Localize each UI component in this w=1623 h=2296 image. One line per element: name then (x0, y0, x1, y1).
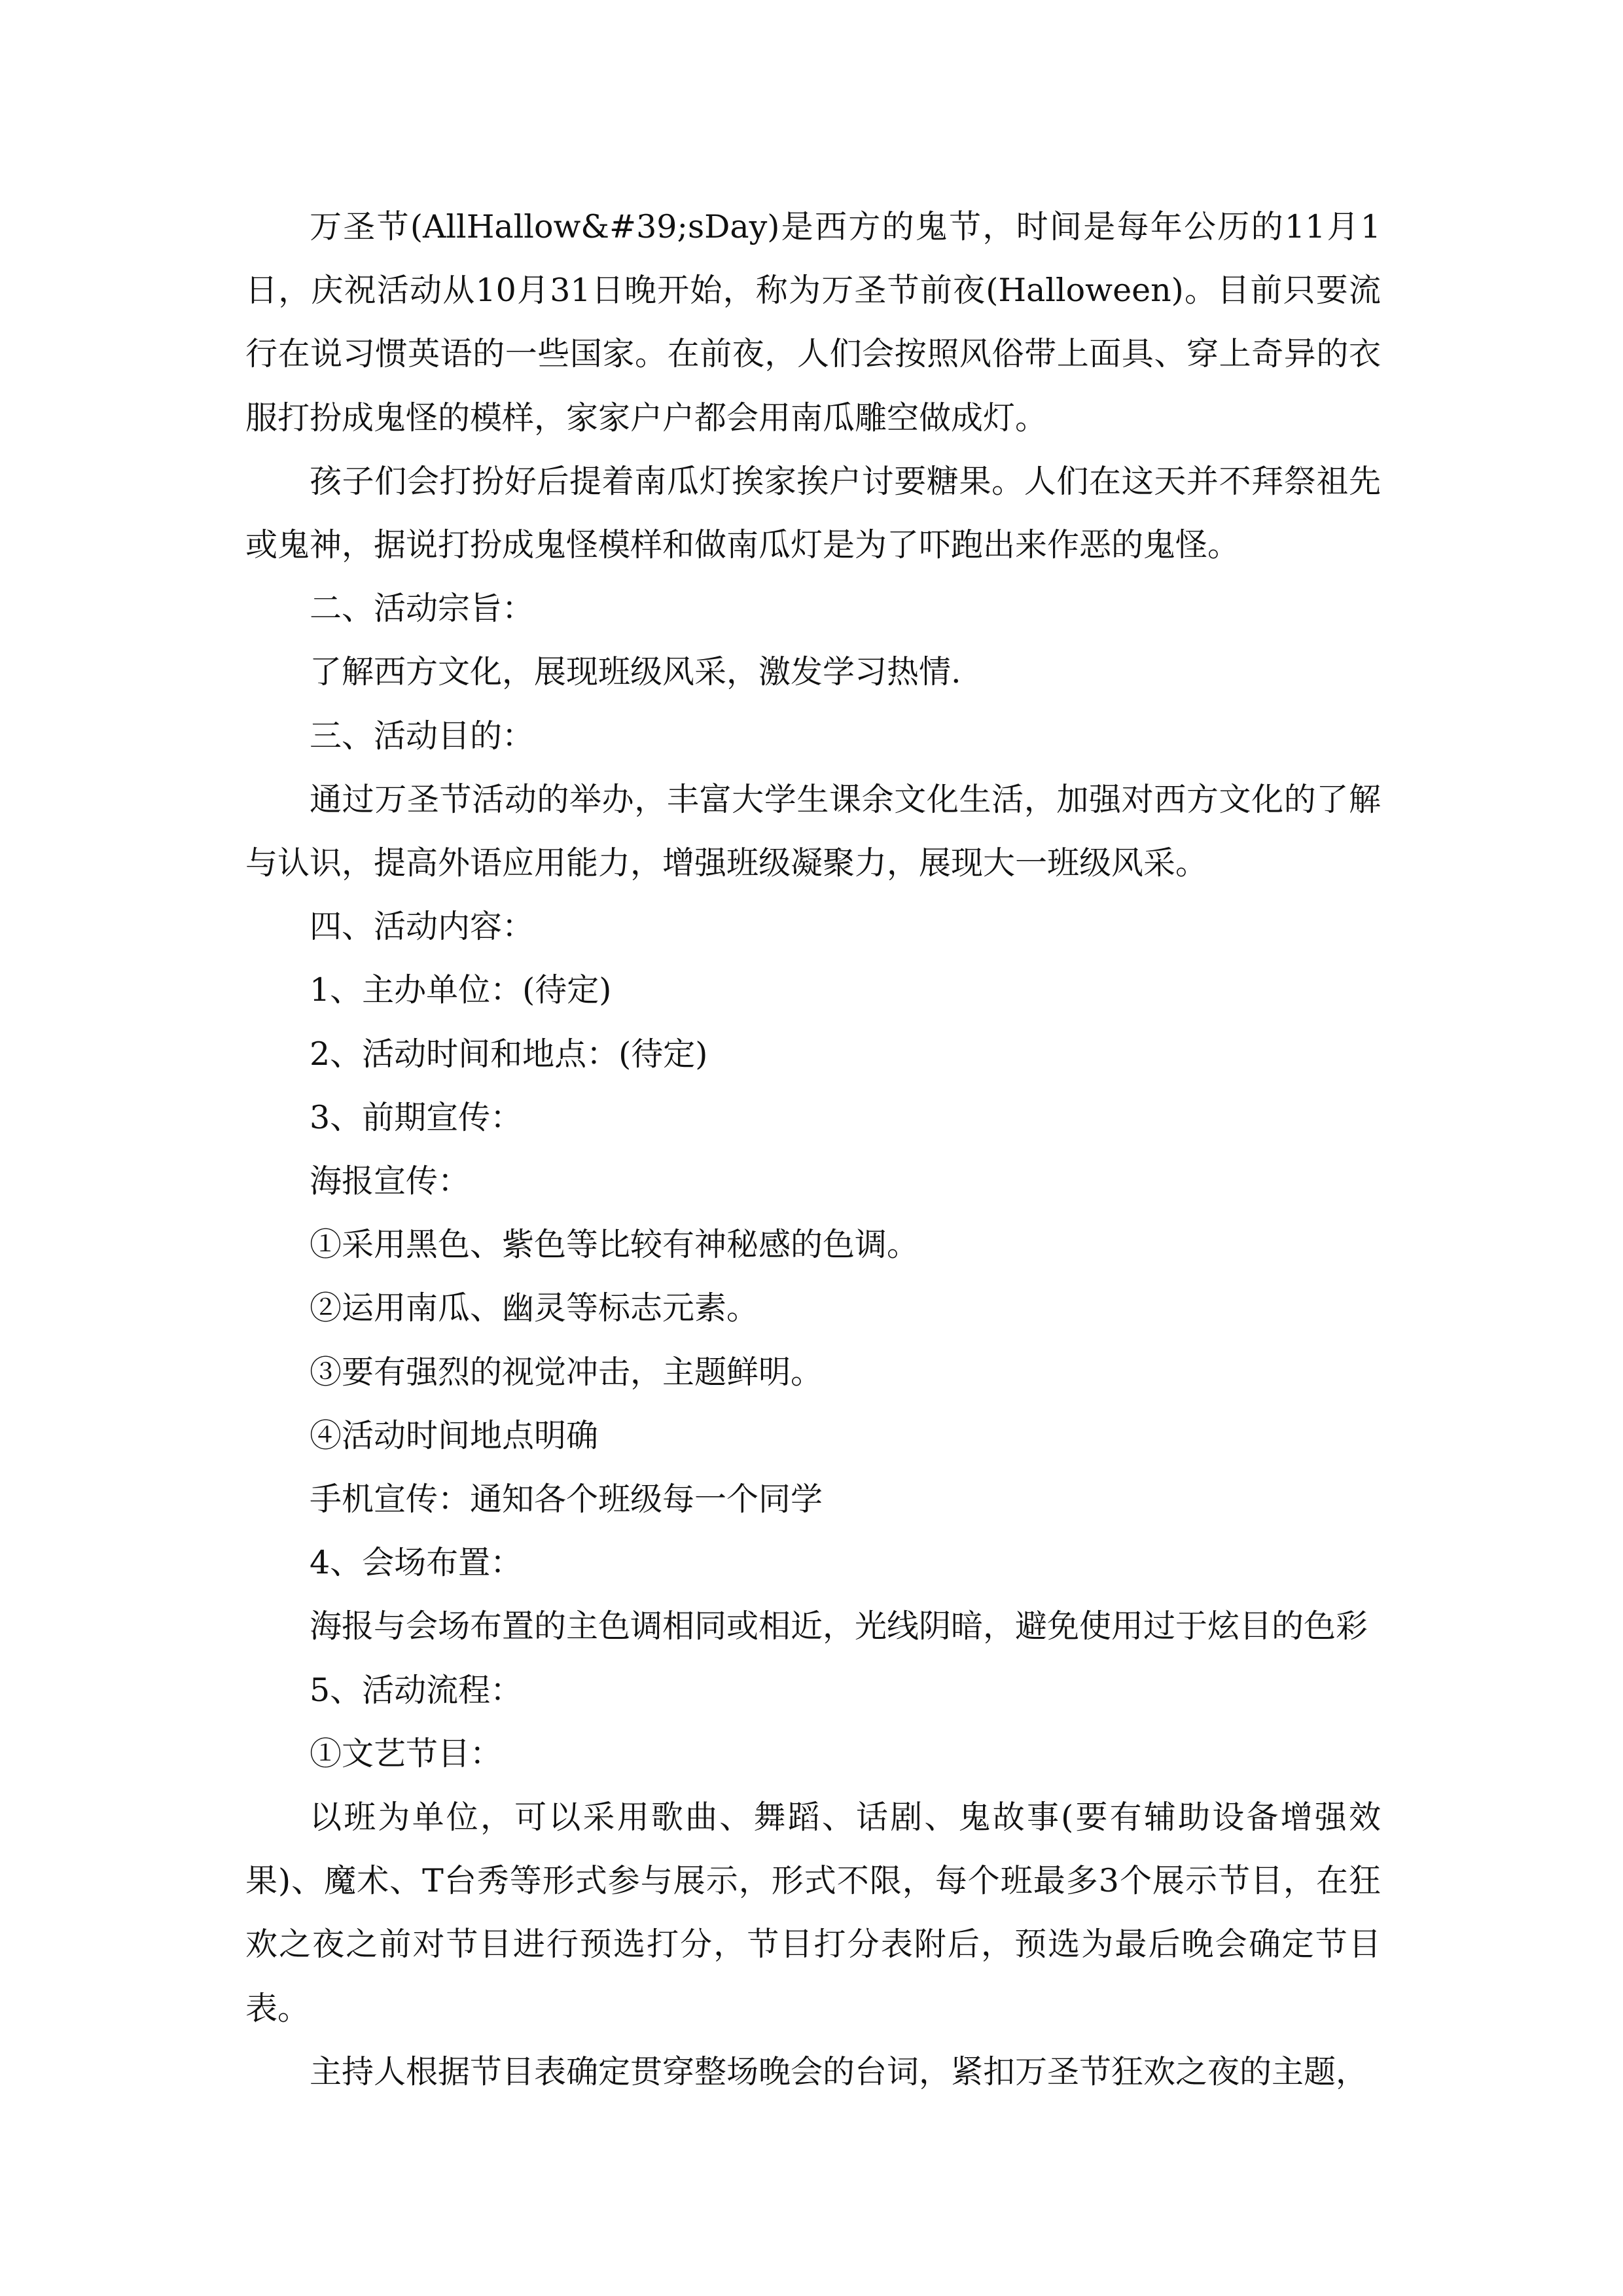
poster-item-3: ③要有强烈的视觉冲击，主题鲜明。 (310, 1353, 823, 1391)
list-item-time-place: 2、活动时间和地点：(待定) (310, 1035, 708, 1073)
list-item-venue: 4、会场布置： (310, 1544, 523, 1582)
poster-item-2: ②运用南瓜、幽灵等标志元素。 (310, 1289, 759, 1327)
section-heading-purpose: 二、活动宗旨： (310, 590, 535, 628)
intro-paragraph: 万圣节(AllHallow&#39;sDay)是西方的鬼节，时间是每年公历的11月1日，庆祝活动从10月31日晚开始，称为万圣节前夜(Halloween)。目前只要流行在说习惯英语的一些国家。在前夜，人们会按照风俗带上面具、穿上奇异的衣服打扮成鬼怪的模样，家家户户都会用南瓜雕空做成灯。 (245, 208, 1381, 437)
section-heading-goal: 三、活动目的： (310, 717, 535, 755)
goal-text: 通过万圣节活动的举办，丰富大学生课余文化生活，加强对西方文化的了解与认识，提高外语应用能力，增强班级凝聚力，展现大一班级风采。 (245, 780, 1381, 882)
program-text: 以班为单位，可以采用歌曲、舞蹈、话剧、鬼故事(要有辅助设备增强效果)、魔术、T台秀等形式参与展示，形式不限，每个班最多3个展示节目，在狂欢之夜之前对节目进行预选打分，节目打分表附后，预选为最后晚会确定节目表。 (245, 1799, 1381, 2027)
poster-item-1: ①采用黑色、紫色等比较有神秘感的色调。 (310, 1226, 919, 1264)
list-item-publicity: 3、前期宣传： (310, 1098, 523, 1136)
venue-text: 海报与会场布置的主色调相同或相近，光线阴暗，避免使用过于炫目的色彩 (310, 1607, 1368, 1645)
purpose-text: 了解西方文化，展现班级风采，激发学习热情. (310, 653, 961, 691)
document-body (245, 195, 1381, 2104)
host-text: 主持人根据节目表确定贯穿整场晚会的台词，紧扣万圣节狂欢之夜的主题， (310, 2053, 1368, 2090)
list-item-organizer: 1、主办单位：(待定) (310, 971, 612, 1009)
section-heading-content: 四、活动内容： (310, 908, 535, 946)
intro-paragraph-2: 孩子们会打扮好后提着南瓜灯挨家挨户讨要糖果。人们在这天并不拜祭祖先或鬼神，据说打扮成鬼怪模样和做南瓜灯是为了吓跑出来作恶的鬼怪。 (245, 462, 1381, 564)
phone-publicity: 手机宣传：通知各个班级每一个同学 (310, 1480, 823, 1518)
subheading-poster: 海报宣传： (310, 1162, 471, 1200)
poster-item-4: ④活动时间地点明确 (310, 1416, 599, 1454)
process-item-1: ①文艺节目： (310, 1734, 503, 1772)
list-item-process: 5、活动流程： (310, 1671, 523, 1709)
